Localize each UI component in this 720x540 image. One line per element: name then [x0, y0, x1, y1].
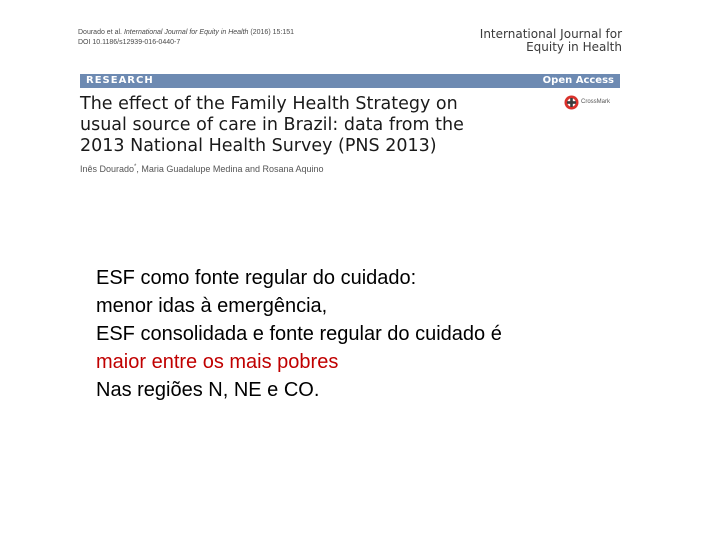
section-label: RESEARCH: [86, 75, 154, 86]
paper-title-line-1: The effect of the Family Health Strategy on: [80, 94, 458, 114]
open-access-label: Open Access: [542, 75, 614, 86]
corresponding-author-mark: *: [134, 164, 137, 170]
note-line-5: Nas regiões N, NE e CO.: [96, 379, 320, 401]
journal-name-line-1: International Journal for: [479, 27, 622, 41]
other-authors: , Maria Guadalupe Medina and Rosana Aquino: [136, 164, 324, 174]
citation-doi: DOI 10.1186/s12939-016-0440-7: [78, 39, 181, 46]
paper-title: [80, 94, 560, 157]
journal-name-line-2: Equity in Health: [526, 40, 622, 54]
slide-notes: [96, 264, 656, 404]
note-line-2: menor idas à emergência,: [96, 295, 328, 317]
paper-title-line-3: 2013 National Health Survey (PNS 2013): [80, 136, 437, 156]
note-line-1: ESF como fonte regular do cuidado:: [96, 267, 417, 289]
note-line-4-highlight: maior entre os mais pobres: [96, 351, 339, 373]
note-line-3: ESF consolidada e fonte regular do cuidado é: [96, 323, 502, 345]
crossmark-text: CrossMark: [581, 99, 611, 105]
citation-line-1: [78, 28, 294, 38]
citation-year-volume: (2016) 15:151: [250, 29, 295, 36]
crossmark-icon: [564, 95, 579, 110]
paper-title-line-2: usual source of care in Brazil: data from the: [80, 115, 464, 135]
crossmark-badge: [564, 94, 610, 110]
paper-authors: [80, 164, 324, 174]
paper-header-image: [78, 22, 624, 182]
citation: [78, 28, 294, 48]
journal-name: [462, 28, 622, 54]
citation-journal: International Journal for Equity in Health: [123, 29, 249, 36]
section-bar: [80, 74, 620, 88]
first-author: Inês Dourado: [80, 164, 135, 174]
citation-authors: Dourado et al.: [78, 29, 122, 36]
